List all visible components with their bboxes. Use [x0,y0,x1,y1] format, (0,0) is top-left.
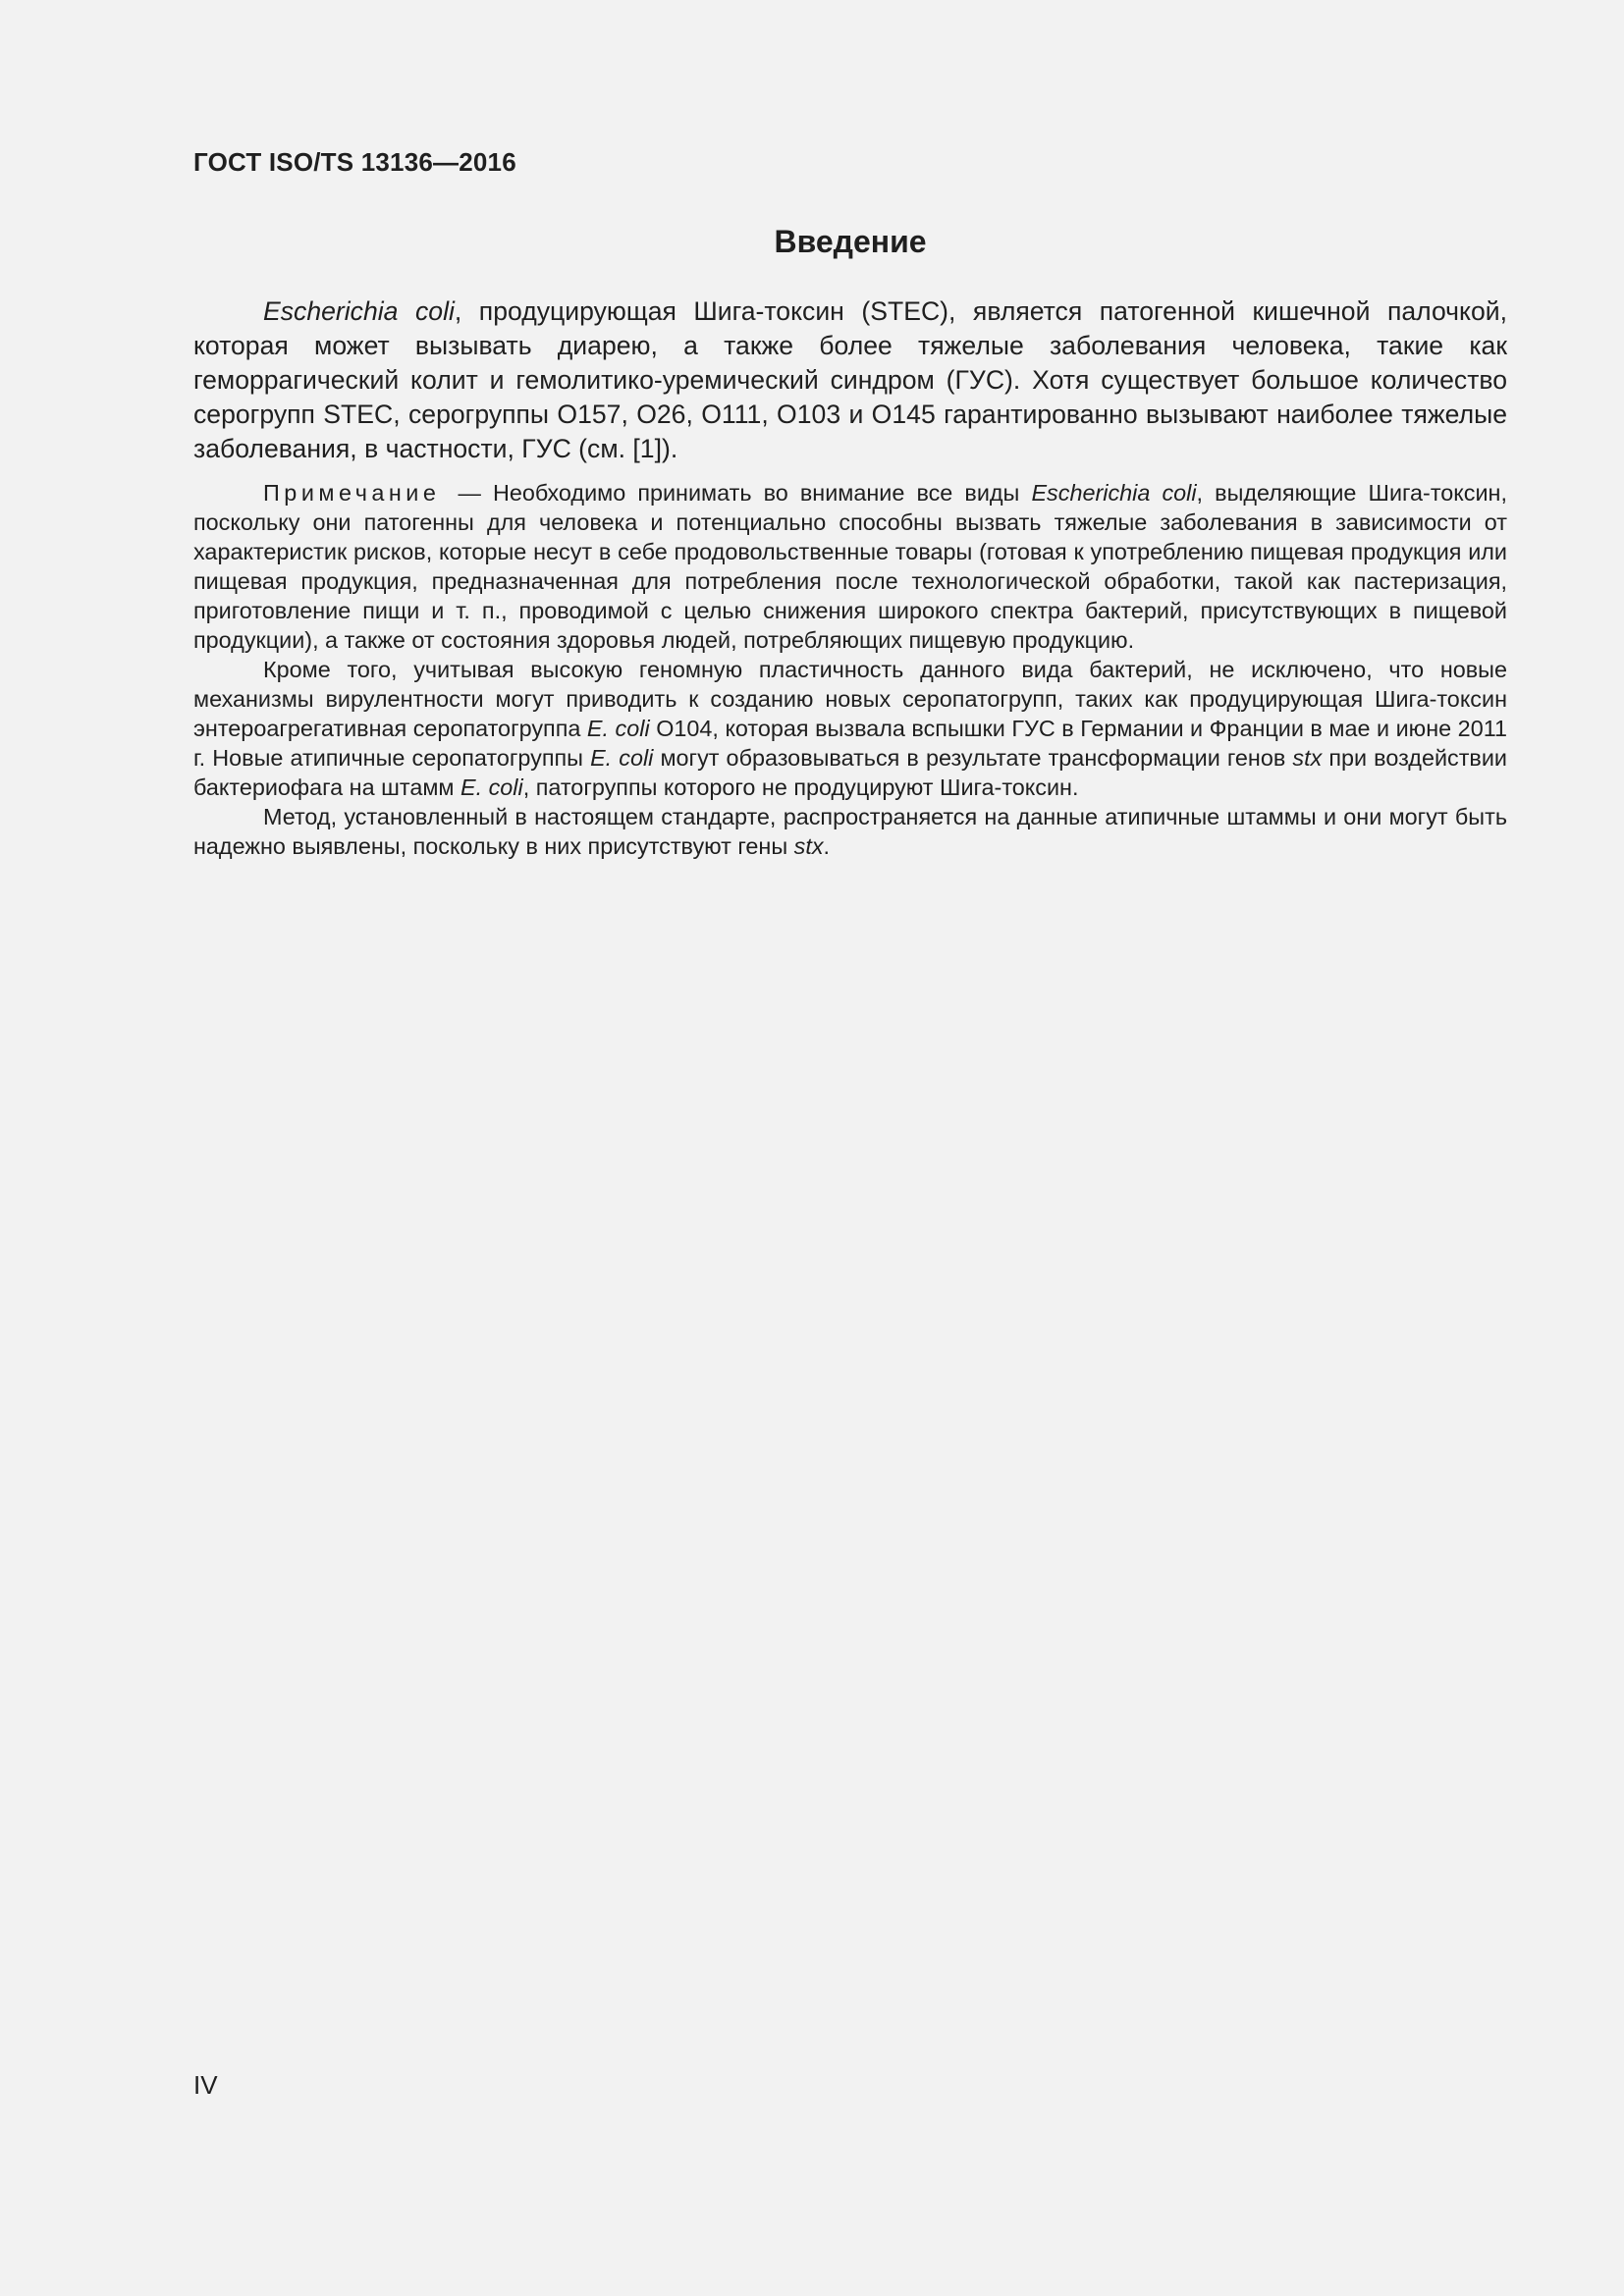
page-number: IV [193,2070,218,2100]
intro-text: , продуцирующая Шига-токсин (STEC), является патогенной кишечной палочкой, которая может вызывать диарею, а также более тяжелые заболевания человека, такие как геморрагический колит и гемолитико-уремический синдром (ГУС). Хотя существует большое количество серогрупп STEC, серогруппы O157, O26, O111, O103 и O145 гарантированно вызывают наиболее тяжелые заболевания, в частности, ГУС (см. [1]). [193,296,1507,463]
species-name: E. coli [460,774,523,800]
note-text-part: Метод, установленный в настоящем стандарте, распространяется на данные атипичные штаммы и они могут быть надежно выявлены, поскольку в них присутствуют гены [193,804,1507,859]
note-text-part: могут образовываться в результате трансформации генов [653,745,1293,771]
note-paragraph-2 [193,655,1507,802]
intro-paragraph-block [193,294,1507,466]
note-text-part: Кроме того, учитывая высокую геномную пластичность данного вида бактерий, не исключено, что новые механизмы вирулентности могут приводить к созданию новых серопатогрупп, таких как продуцирующая Шига-токсин энтероагрегативная серопатогруппа [193,657,1507,741]
note-text-part: O104, которая вызвала вспышки ГУС в Германии и Франции в мае и июне 2011 г. Новые атипичные серопатогруппы [193,716,1507,771]
intro-paragraph [193,294,1507,466]
note-text-part: — Необходимо принимать во внимание все виды [446,480,1032,506]
species-name: Escherichia coli [263,296,455,326]
note-text-part: , выделяющие Шига-токсин, поскольку они патогенны для человека и потенциально способны вызвать тяжелые заболевания в зависимости от характеристик рисков, которые несут в себе продовольственные товары (готовая к употреблению пищевая продукция или пищевая продукция, предназначенная для потребления после технологической обработки, такой как пастеризация, приготовление пищи и т. п., проводимой с целью снижения широкого спектра бактерий, присутствующих в пищевой продукции), а также от состояния здоровья людей, потребляющих пищевую продукцию. [193,480,1507,653]
note-paragraph-1 [193,478,1507,655]
note-text-part: при воздействии бактериофага на штамм [193,745,1507,800]
section-title: Введение [774,224,927,259]
document-id-header: ГОСТ ISO/TS 13136—2016 [193,147,516,177]
note-paragraph-3 [193,802,1507,861]
species-name: E. coli [590,745,654,771]
note-text-part: , патогруппы которого не продуцируют Шига-токсин. [522,774,1079,800]
species-name: E. coli [586,716,650,741]
gene-name: stx [1292,745,1323,771]
note-block [193,478,1507,861]
note-label: Примечание [263,480,441,506]
species-name: Escherichia coli [1031,480,1197,506]
note-text-part: . [823,833,831,859]
gene-name: stx [793,833,824,859]
